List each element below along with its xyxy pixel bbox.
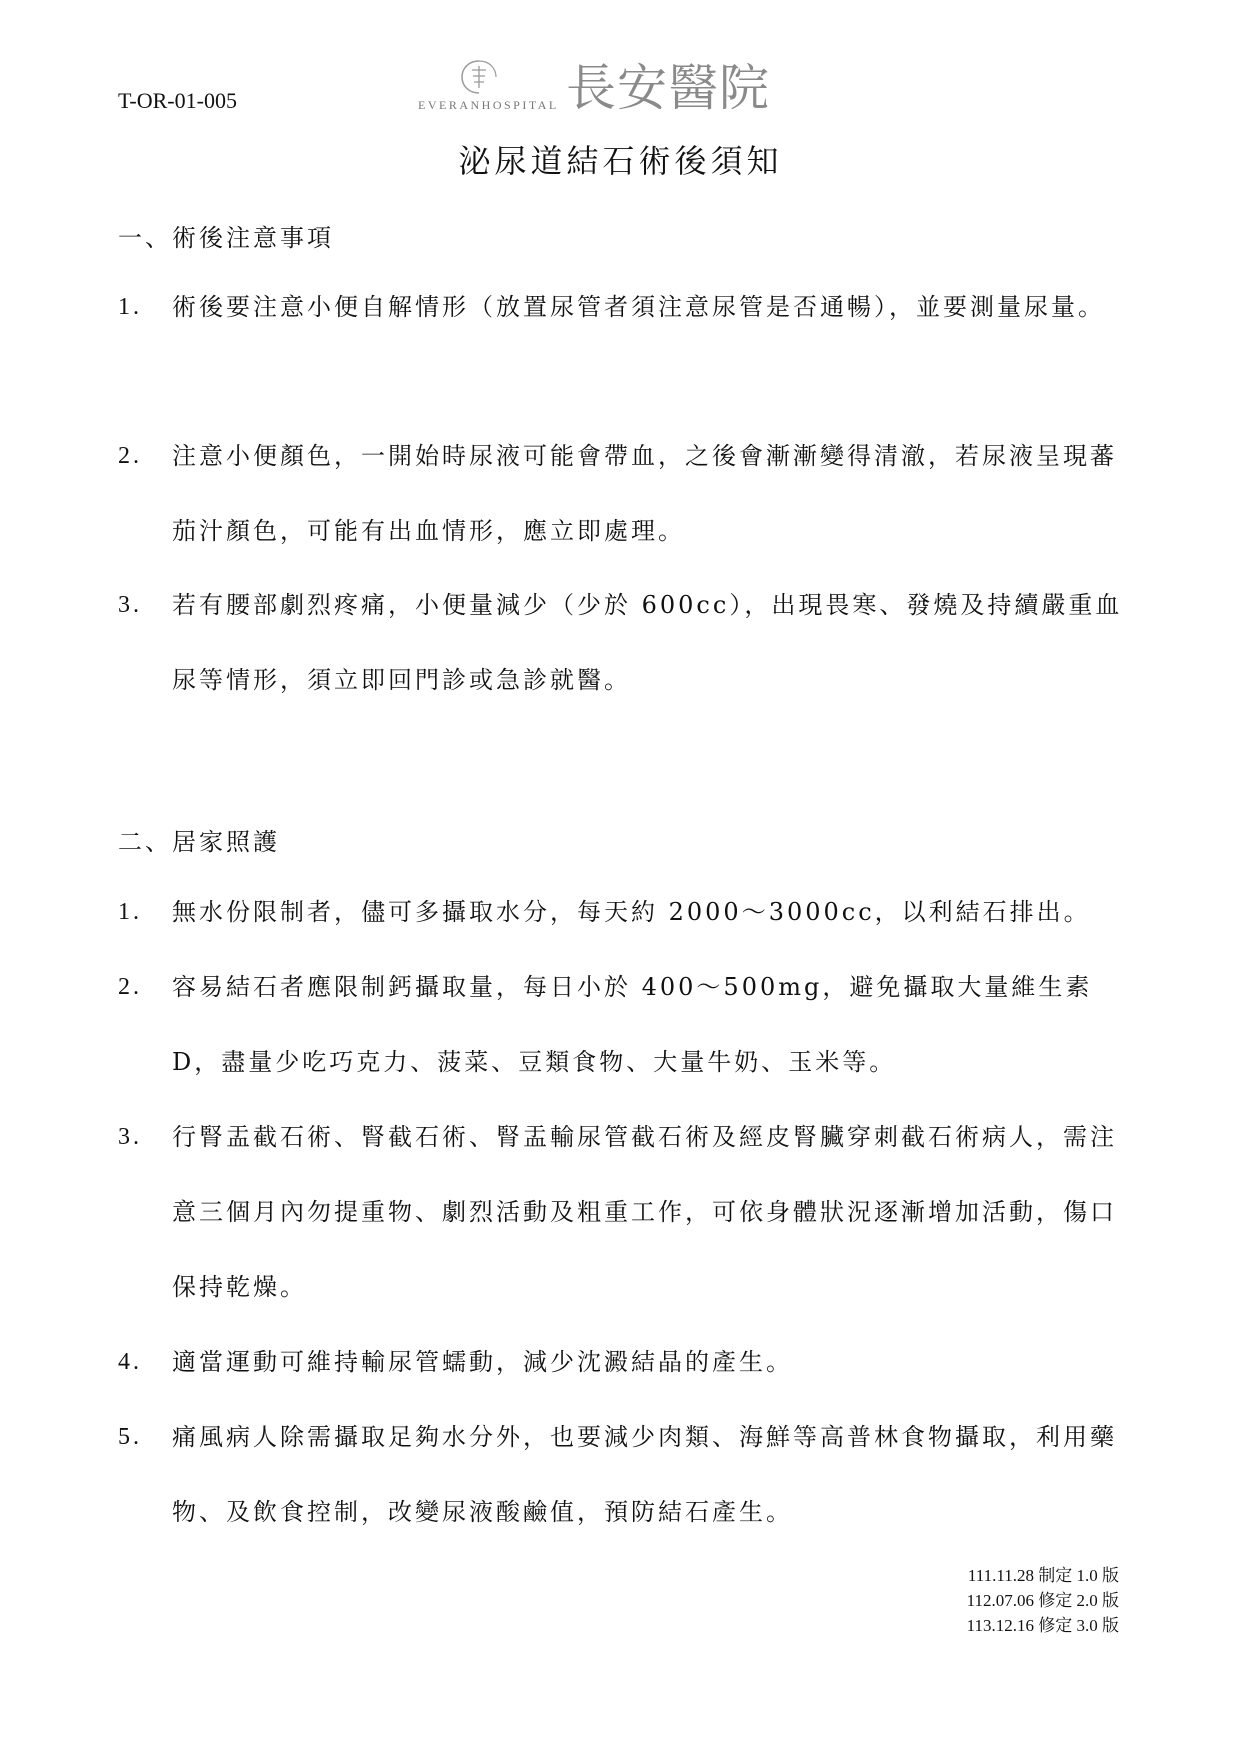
document-code: T-OR-01-005 [118, 88, 237, 113]
revision-line: 113.12.16 修定 3.0 版 [966, 1616, 1119, 1635]
revision-line: 111.11.28 制定 1.0 版 [967, 1566, 1119, 1585]
item-text: 容易結石者應限制鈣攝取量，每日小於 400～500mg，避免攝取大量維生素D，盡量少吃巧克力、菠菜、豆類食物、大量牛奶、玉米等。 [172, 973, 1093, 1076]
page-title: 泌尿道結石術後須知 [458, 142, 783, 180]
item-number: 3. [118, 1124, 142, 1150]
list-item [118, 568, 1128, 718]
logo-chinese-name: 長安醫院 [566, 59, 770, 117]
revision-history [967, 1563, 1119, 1638]
logo-english-name: EVERANHOSPITAL [418, 98, 559, 112]
item-text: 無水份限制者，儘可多攝取水分，每天約 2000～3000cc，以利結石排出。 [172, 898, 1091, 926]
list-item [118, 1100, 1128, 1325]
item-number: 1. [118, 294, 142, 320]
list-item [118, 950, 1128, 1100]
item-text: 術後要注意小便自解情形（放置尿管者須注意尿管是否通暢），並要測量尿量。 [172, 293, 1105, 321]
item-text: 若有腰部劇烈疼痛，小便量減少（少於 600cc），出現畏寒、發燒及持續嚴重血尿等情形，須立即回門診或急診就醫。 [172, 591, 1123, 694]
list-item [118, 1325, 1128, 1400]
item-number: 1. [118, 899, 142, 925]
item-number: 4. [118, 1349, 142, 1375]
section-heading-postop: 一、術後注意事項 [118, 224, 334, 252]
item-number: 2. [118, 974, 142, 1000]
item-number: 5. [118, 1424, 142, 1450]
list-item [118, 1400, 1128, 1550]
everan-seal-icon [458, 58, 500, 96]
list-item [118, 419, 1128, 569]
revision-line: 112.07.06 修定 2.0 版 [966, 1591, 1119, 1610]
hospital-logo [418, 58, 818, 118]
item-text: 適當運動可維持輸尿管蠕動，減少沈澱結晶的產生。 [172, 1348, 793, 1376]
item-number: 3. [118, 592, 142, 618]
section-heading-home-care: 二、居家照護 [118, 828, 280, 856]
item-text: 行腎盂截石術、腎截石術、腎盂輸尿管截石術及經皮腎臟穿刺截石術病人，需注意三個月內勿提重物、劇烈活動及粗重工作，可依身體狀況逐漸增加活動，傷口保持乾燥。 [172, 1123, 1117, 1301]
item-text: 注意小便顏色，一開始時尿液可能會帶血，之後會漸漸變得清澈，若尿液呈現蕃茄汁顏色，可能有出血情形，應立即處理。 [172, 442, 1117, 545]
list-item [118, 875, 1128, 950]
list-item [118, 270, 1128, 345]
item-text: 痛風病人除需攝取足夠水分外，也要減少肉類、海鮮等高普林食物攝取，利用藥物、及飲食控制，改變尿液酸鹼值，預防結石產生。 [172, 1423, 1117, 1526]
item-number: 2. [118, 443, 142, 469]
